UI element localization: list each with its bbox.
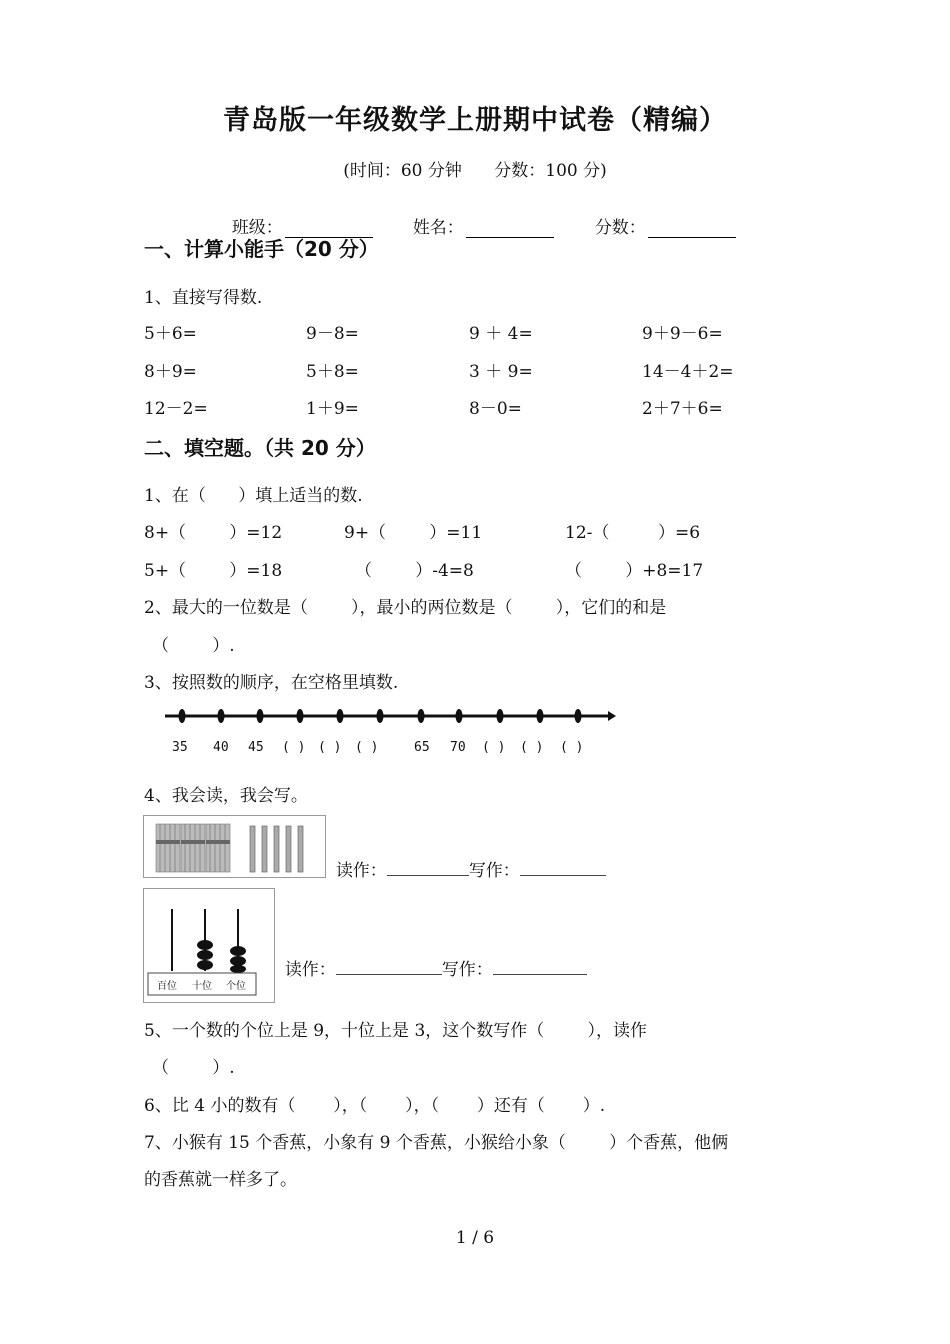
exam-subtitle: (时间：60 分钟 分数：100 分) xyxy=(343,161,607,181)
s2-q2-line1: 2、最大的一位数是（ ），最小的两位数是（ ），它们的和是 xyxy=(144,598,667,618)
s2-q6: 6、比 4 小的数有（ ），（ ），（ ）还有（ ）. xyxy=(144,1096,606,1116)
number-line-label[interactable]: ( ) xyxy=(520,740,544,755)
abacus-label: 个位 xyxy=(226,981,246,992)
s2-q2-line2: （ ）. xyxy=(152,636,235,656)
number-line-tick xyxy=(337,709,344,723)
number-line xyxy=(160,700,620,762)
calc-item: 9－8= xyxy=(306,324,359,344)
number-line-label: 45 xyxy=(248,740,264,755)
score-blank[interactable] xyxy=(648,219,736,238)
abacus-label: 十位 xyxy=(192,981,212,992)
s2-q5-line1: 5、一个数的个位上是 9，十位上是 3，这个数写作（ ），读作 xyxy=(144,1021,647,1041)
s2-q3: 3、按照数的顺序，在空格里填数. xyxy=(144,673,399,693)
page-number: 1 / 6 xyxy=(455,1228,495,1248)
number-line-label[interactable]: ( ) xyxy=(355,740,379,755)
section1-heading: 一、计算小能手（20 分） xyxy=(144,237,379,261)
write-label: 写作： xyxy=(468,861,520,881)
write-label: 写作： xyxy=(441,960,493,980)
page-title: 青岛版一年级数学上册期中试卷（精编） xyxy=(223,105,727,136)
write-blank[interactable] xyxy=(493,960,587,975)
name-blank[interactable] xyxy=(466,219,554,238)
abacus-image xyxy=(143,888,275,1003)
number-line-label[interactable]: ( ) xyxy=(318,740,342,755)
number-line-label[interactable]: ( ) xyxy=(560,740,584,755)
number-line-tick xyxy=(418,709,425,723)
abacus-label: 百位 xyxy=(157,981,177,992)
calc-item: 5＋6= xyxy=(144,324,197,344)
name-field xyxy=(402,193,554,238)
number-line-tick xyxy=(297,709,304,723)
read-blank[interactable] xyxy=(336,960,442,975)
fill-item: （ ）+8=17 xyxy=(565,561,704,581)
section2-heading: 二、填空题。（共 20 分） xyxy=(144,436,376,460)
s2-q1: 1、在（ ）填上适当的数. xyxy=(144,486,363,506)
class-field xyxy=(221,193,373,238)
number-line-label: 70 xyxy=(450,740,466,755)
calc-item: 9 ＋ 4= xyxy=(469,324,533,344)
number-line-tick xyxy=(456,709,463,723)
calc-item: 1＋9= xyxy=(306,399,359,419)
number-line-tick xyxy=(575,709,582,723)
s2-q4: 4、我会读，我会写。 xyxy=(144,786,308,806)
number-line-tick xyxy=(537,709,544,723)
write-blank[interactable] xyxy=(520,861,606,876)
calc-item: 8＋9= xyxy=(144,362,197,382)
calc-item: 5＋8= xyxy=(306,362,359,382)
fill-item: 12-（ ）=6 xyxy=(565,523,701,543)
read-label: 读作： xyxy=(335,861,387,881)
calc-item: 14－4＋2= xyxy=(642,362,734,382)
number-line-label: 65 xyxy=(414,740,430,755)
s1-q1: 1、直接写得数. xyxy=(144,288,263,308)
fill-item: 5+（ ）=18 xyxy=(144,561,283,581)
name-label: 姓名： xyxy=(412,218,464,238)
calc-item: 8－0= xyxy=(469,399,522,419)
number-line-tick xyxy=(179,709,186,723)
read-label: 读作： xyxy=(284,960,336,980)
number-line-tick xyxy=(377,709,384,723)
number-line-tick xyxy=(497,709,504,723)
read-blank[interactable] xyxy=(387,861,469,876)
number-line-label: 35 xyxy=(172,740,188,755)
fill-item: （ ）-4=8 xyxy=(355,561,474,581)
calc-item: 2＋7＋6= xyxy=(642,399,723,419)
score-field xyxy=(584,193,736,238)
sticks-answer-row xyxy=(325,836,606,881)
abacus-answer-row xyxy=(274,935,587,980)
s2-q5-line2: （ ）. xyxy=(152,1058,235,1078)
number-line-label[interactable]: ( ) xyxy=(482,740,506,755)
number-line-label[interactable]: ( ) xyxy=(282,740,306,755)
fill-item: 8+（ ）=12 xyxy=(144,523,283,543)
score-label: 分数： xyxy=(594,218,646,238)
s2-q7-line1: 7、小猴有 15 个香蕉，小象有 9 个香蕉，小猴给小象（ ）个香蕉，他俩 xyxy=(144,1133,729,1153)
number-line-tick xyxy=(257,709,264,723)
fill-item: 9+（ ）=11 xyxy=(344,523,483,543)
sticks-image xyxy=(143,815,326,878)
calc-item: 12－2= xyxy=(144,399,208,419)
number-line-tick xyxy=(218,709,225,723)
s2-q7-line2: 的香蕉就一样多了。 xyxy=(144,1170,297,1190)
class-label: 班级： xyxy=(231,218,283,238)
number-line-label: 40 xyxy=(213,740,229,755)
calc-item: 9＋9－6= xyxy=(642,324,723,344)
calc-item: 3 ＋ 9= xyxy=(469,362,533,382)
